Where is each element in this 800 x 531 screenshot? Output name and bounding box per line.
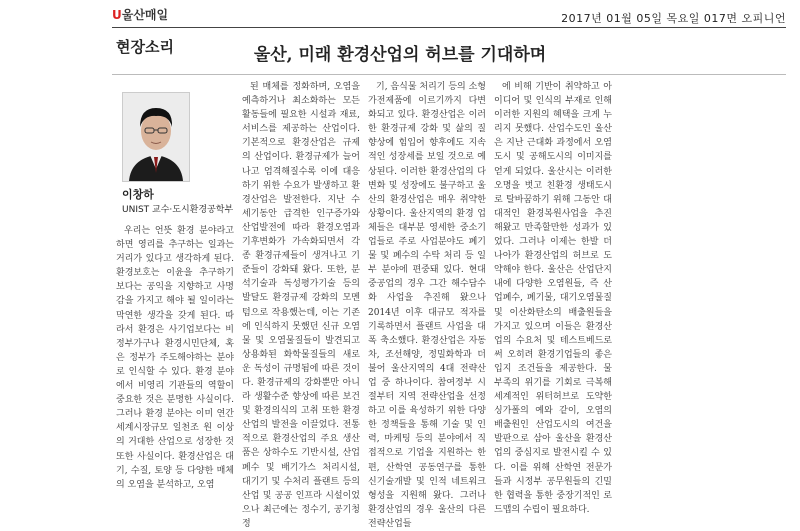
- masthead-name: 울산매일: [121, 8, 169, 22]
- dateline: 2017년 01월 05일 목요일 017면 오피니언: [561, 12, 786, 25]
- author-affiliation: UNIST 교수·도시환경공학부: [122, 205, 234, 215]
- masthead-logo: [112, 6, 168, 23]
- headline-divider: [112, 74, 786, 75]
- author-photo: [122, 92, 190, 182]
- author-name: 이창하: [122, 188, 154, 201]
- column-text: 우리는 언뜻 환경 분야라고 하면 영리를 추구하는 일과는 거리가 있다고 생각하게 된다. 환경보호는 이윤을 추구하기보다는 공익을 지향하고 사명감을 가지고 해야 될 일이라는 막연한 생각을 갖게 된다. 따라서 환경은 사기업보다는 비정부가구나 환경시민단체, 혹은 정부가 주도해야하는 분야로 인식할 수 있다. 환경 분야에서 비영리 기관들의 역할이 중요한 것은 분명한 사실이다. 그러나 환경 분야는 이미 연간 세계시장규모 일천조 원 이상의 거대한 산업으로 성장한 것 또한 사실이다. 환경산업은 대기, 수질, 토양 등 다양한 매체의 오염을 분석하고, 오염: [116, 226, 234, 490]
- top-divider: [112, 27, 786, 28]
- author-portrait-icon: [123, 93, 189, 181]
- article-column-1: [116, 224, 234, 490]
- column-text: 된 매체를 정화하며, 오염을 예측하거나 최소화하는 모든 활동들에 필요한 시설과 재료, 서비스를 제공하는 산업이다. 기본적으로 환경산업은 규제의 산업이다. 환경규제가 늘어나고 엄격해질수록 이에 대응하기 위한 수요가 발생하고 환경산업은 발전한다. 지난 수 세기동안 급격한 인구증가와 산업발전에 따라 환경오염과 기후변화가 가속화되면서 각종 환경규제들이 생겨나고 기준들이 강화돼 왔다. 또한, 분석기술과 독성평가기술 등의 발달도 환경규제 강화의 모멘텀으로 작용했는데, 이는 기존에 인식하지 못했던 신규 오염물 및 오염물질들이 발견되고 상용화된 화학물질들의 새로운 독성이 규명됨에 따른 것이다. 환경규제의 강화뿐만 아니라 생활수준 향상에 따른 보건 및 환경의식의 고취 또한 환경산업의 발전을 이끌었다. 전통적으로 환경산업의 주요 생산품은 상하수도 기반시설, 산업폐수 및 배기가스 처리시설, 대기기 및 수처리 플랜트 등의 산업 및 공공 인프라 시설이었으나 최근에는 정수기, 공기청정: [242, 82, 360, 529]
- headline: 울산, 미래 환경산업의 허브를 기대하며: [253, 45, 547, 65]
- article-column-2: [242, 80, 360, 529]
- article-column-4: [494, 80, 612, 515]
- masthead-mark: U: [112, 8, 122, 22]
- article-column-3: [368, 80, 486, 529]
- section-title: 현장소리: [116, 38, 174, 56]
- column-text: 에 비해 기반이 취약하고 아이디어 및 인식의 부재로 인해 이러한 지원의 혜택을 크게 누리지 못했다. 산업수도인 울산은 지난 근대화 과정에서 오염도시 및 공해도시의 이미지를 얻게 되었다. 울산시는 이러한 오명을 벗고 친환경 생태도시로 탈바꿈하기 위해 그동안 대대적인 환경복원사업을 추진해왔고 만족할만한 성과가 있었다. 그러나 이제는 한발 더 나아가 환경산업의 허브로 도약해야 한다. 울산은 산업단지 내에 다양한 오염원들, 즉 산업폐수, 폐기물, 대기오염물질 및 이산화탄소의 배출원들을 가지고 있으며 이들은 환경산업의 수요처 및 테스트베드로써 오히려 환경기업들의 좋은 입지 조건들을 제공한다. 물 부족의 위기를 기회로 극복해 세계적인 위터허브로 도약한 싱가폴의 예와 같이, 오염의 배출원인 산업도시의 여건을 발판으로 삼아 울산을 환경산업의 중심지로 발전시킬 수 있다. 이를 위해 산학연 전문가들과 시정부 공무원들의 긴밀한 협력을 통한 중장기적인 로드맵의 수립이 필요하다.: [494, 82, 612, 515]
- column-text: 기, 음식물 처리기 등의 소형 가전제품에 이르기까지 다변화되고 있다. 환경산업은 이러한 환경규제 강화 및 삶의 질 향상에 힘입어 향후에도 지속적인 성장세를 보일 것으로 예상된다. 이러한 환경산업의 다변화 및 성장에도 불구하고 울산의 환경산업은 매우 취약한 상황이다. 울산지역의 환경 업체들은 대부분 영세한 중소기업들로 주로 사업분야도 폐기물 및 폐수의 수탁 처리 등 일부 분야에 편중돼 있다. 현대중공업의 경우 그간 해수담수화 사업을 추진해 왔으나 2014년 이후 대규모 적자를 기록하면서 플랜트 사업을 대폭 축소했다. 환경산업은 자동차, 조선해양, 정밀화학과 더불어 울산지역의 4대 전략산업 중 하나이다. 참여정부 시절부터 지역 전략산업을 선정하고 이를 육성하기 위한 다양한 정책들을 통해 기술 및 인력, 마케팅 등의 분야에서 직접적으로 기업을 지원하는 한편, 산학연 공동연구를 통한 신기술개발 및 인적 네트워크 형성을 지원해 왔다. 그러나 환경산업의 경우 울산의 다른 전략산업들: [368, 82, 486, 529]
